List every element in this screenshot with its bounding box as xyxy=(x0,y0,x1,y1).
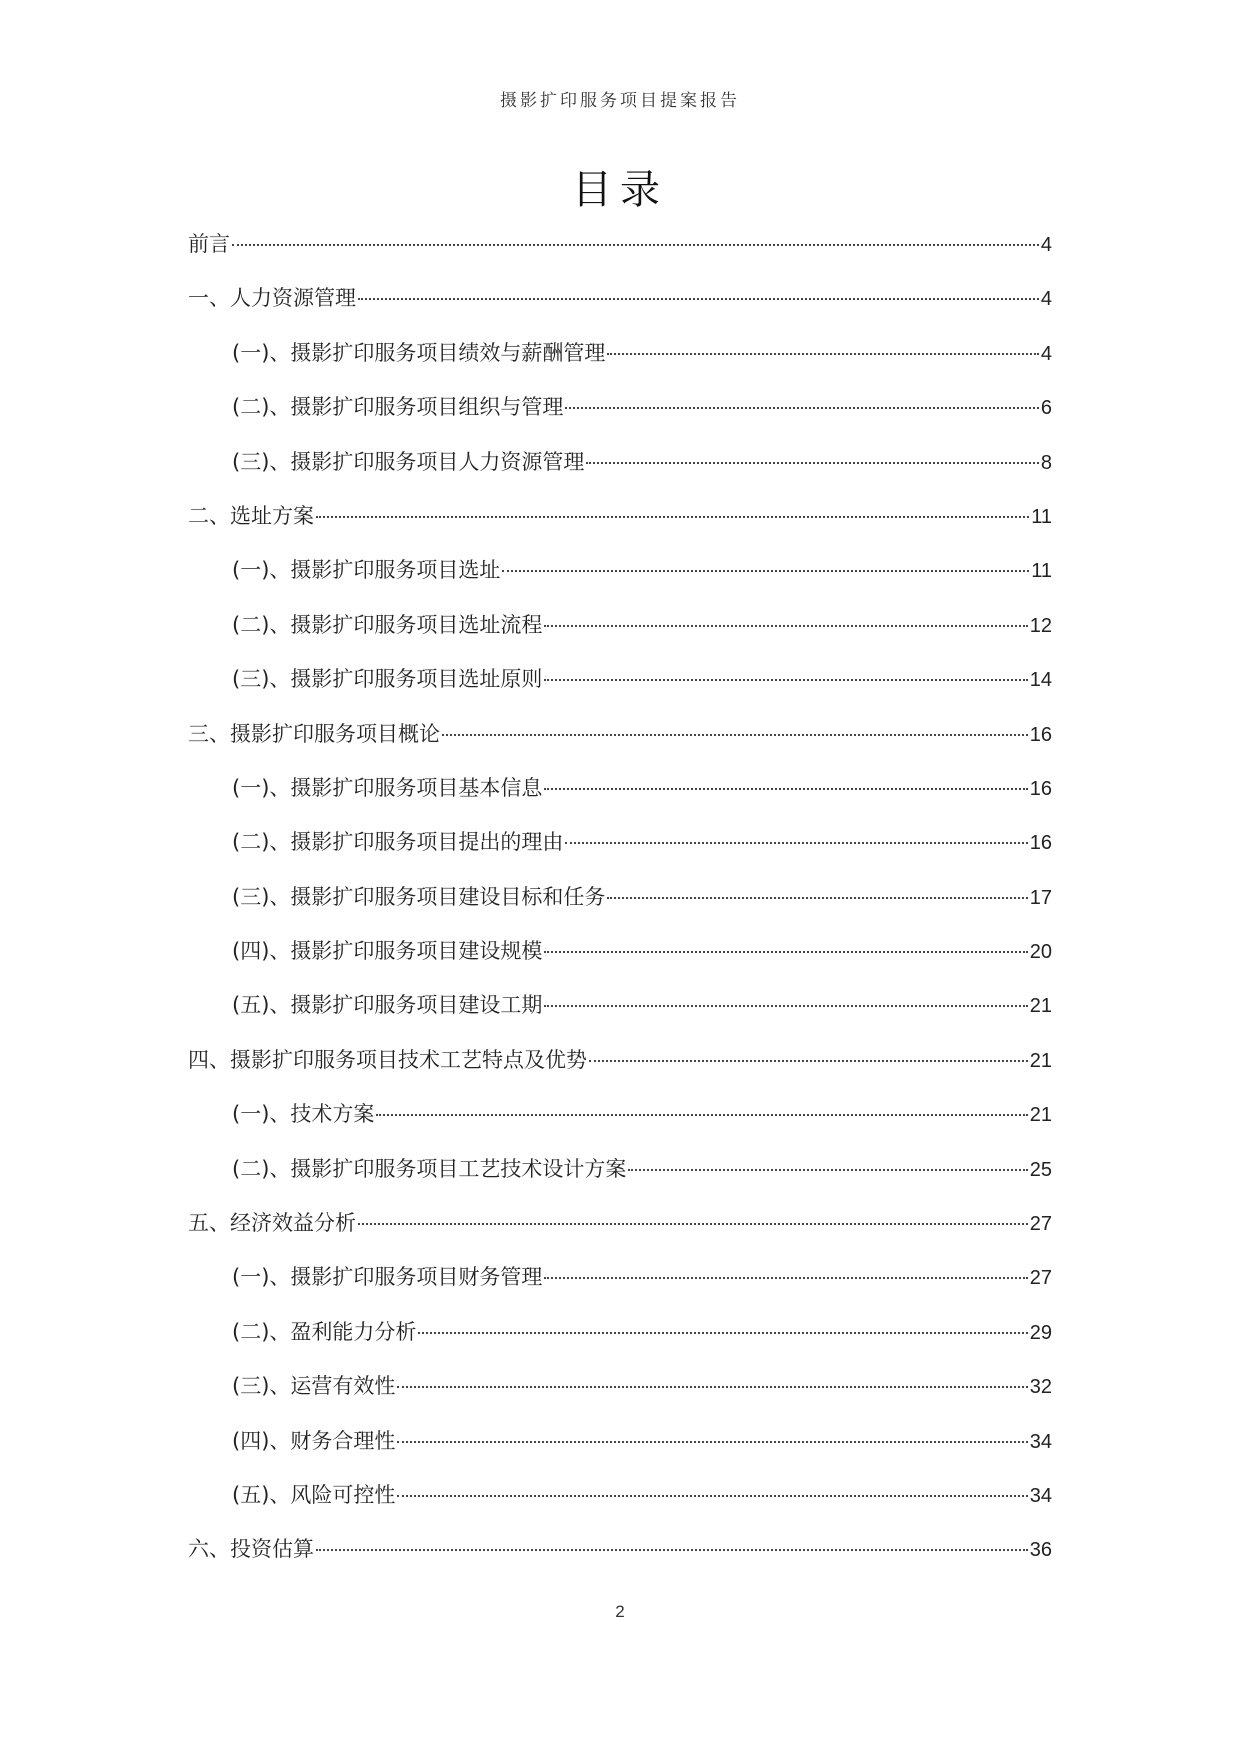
toc-entry[interactable] xyxy=(188,1479,1052,1533)
toc-entry-label: 五、经济效益分析 xyxy=(188,1211,356,1236)
toc-entry[interactable] xyxy=(188,554,1052,608)
dot-leader xyxy=(232,244,1039,246)
dot-leader xyxy=(589,1060,1028,1062)
toc-entry[interactable] xyxy=(188,1207,1052,1261)
toc-entry[interactable] xyxy=(188,1316,1052,1370)
toc-entry-label: (四)、财务合理性 xyxy=(232,1428,396,1453)
toc-entry-page: 12 xyxy=(1029,614,1052,637)
toc-title: 目录 xyxy=(572,167,668,213)
dot-leader xyxy=(544,679,1027,681)
toc-entry-label: (二)、摄影扩印服务项目选址流程 xyxy=(232,612,543,637)
toc-entry-label: 前言 xyxy=(188,232,230,256)
toc-entry-label: 六、投资估算 xyxy=(188,1537,314,1562)
toc-entry-page: 21 xyxy=(1029,995,1052,1018)
dot-leader xyxy=(397,1386,1027,1388)
toc-entry-label: (四)、摄影扩印服务项目建设规模 xyxy=(232,939,543,964)
toc-entry-page: 36 xyxy=(1029,1539,1052,1562)
dot-leader xyxy=(628,1169,1027,1171)
toc-entry-page: 4 xyxy=(1040,234,1052,256)
dot-leader xyxy=(607,897,1027,899)
toc-entry-page: 16 xyxy=(1029,832,1052,855)
toc-entry[interactable] xyxy=(188,1153,1052,1207)
toc-entry-page: 6 xyxy=(1040,397,1052,420)
toc-entry[interactable] xyxy=(188,663,1052,717)
toc-entry-label: 二、选址方案 xyxy=(188,503,314,528)
toc-entry[interactable] xyxy=(188,881,1052,935)
dot-leader xyxy=(565,407,1038,409)
toc-entry-page: 11 xyxy=(1031,505,1052,528)
toc-entry-label: (二)、盈利能力分析 xyxy=(232,1319,417,1344)
toc-entry-label: 三、摄影扩印服务项目概论 xyxy=(188,721,440,746)
toc-entry-label: (一)、摄影扩印服务项目财务管理 xyxy=(232,1265,543,1290)
toc-entry-label: 一、人力资源管理 xyxy=(188,286,356,311)
toc-entry-label: (五)、风险可控性 xyxy=(232,1482,396,1507)
dot-leader xyxy=(586,462,1038,464)
toc-entry[interactable] xyxy=(188,718,1052,772)
dot-leader xyxy=(607,353,1038,355)
toc-entry-page: 11 xyxy=(1031,560,1052,583)
toc-entry-label: (一)、摄影扩印服务项目选址 xyxy=(232,558,501,583)
dot-leader xyxy=(502,570,1029,572)
toc-entry-label: (五)、摄影扩印服务项目建设工期 xyxy=(232,993,543,1018)
toc-entry[interactable] xyxy=(188,1533,1052,1587)
toc-entry-label: 四、摄影扩印服务项目技术工艺特点及优势 xyxy=(188,1047,587,1072)
toc-entry[interactable] xyxy=(188,1098,1052,1152)
toc-entry-page: 17 xyxy=(1029,886,1052,909)
toc-entry-page: 20 xyxy=(1029,941,1052,964)
toc-entry[interactable] xyxy=(188,391,1052,445)
toc-entry-label: (二)、摄影扩印服务项目组织与管理 xyxy=(232,395,564,420)
dot-leader xyxy=(544,951,1027,953)
dot-leader xyxy=(442,734,1028,736)
toc-entry[interactable] xyxy=(188,500,1052,554)
dot-leader xyxy=(376,1114,1027,1116)
toc-entry-label: (三)、摄影扩印服务项目人力资源管理 xyxy=(232,449,585,474)
toc-entry-label: (一)、技术方案 xyxy=(232,1102,375,1127)
toc-entry-page: 21 xyxy=(1029,1104,1052,1127)
toc-entry[interactable] xyxy=(188,826,1052,880)
dot-leader xyxy=(418,1332,1027,1334)
dot-leader xyxy=(397,1495,1027,1497)
dot-leader xyxy=(316,1549,1028,1551)
toc-entry-page: 4 xyxy=(1040,288,1052,311)
toc-entry-page: 4 xyxy=(1040,342,1052,365)
dot-leader xyxy=(397,1441,1027,1443)
toc-entry[interactable] xyxy=(188,935,1052,989)
toc-entry-label: (一)、摄影扩印服务项目基本信息 xyxy=(232,775,543,800)
toc-entry[interactable] xyxy=(188,1044,1052,1098)
dot-leader xyxy=(565,842,1027,844)
toc-entry-page: 8 xyxy=(1040,451,1052,474)
toc-entry-page: 29 xyxy=(1029,1321,1052,1344)
dot-leader xyxy=(544,788,1027,790)
toc-entry-label: (三)、摄影扩印服务项目建设目标和任务 xyxy=(232,884,606,909)
toc-entry[interactable] xyxy=(188,446,1052,500)
toc-entry-page: 32 xyxy=(1029,1376,1052,1399)
table-of-contents xyxy=(188,228,1052,1588)
toc-entry[interactable] xyxy=(188,609,1052,663)
toc-entry[interactable] xyxy=(188,1370,1052,1424)
dot-leader xyxy=(544,625,1027,627)
dot-leader xyxy=(316,516,1029,518)
toc-entry-label: (三)、运营有效性 xyxy=(232,1374,396,1399)
toc-entry-page: 27 xyxy=(1029,1267,1052,1290)
toc-entry-page: 14 xyxy=(1029,669,1052,692)
toc-entry[interactable] xyxy=(188,228,1052,282)
toc-entry-page: 21 xyxy=(1029,1049,1052,1072)
running-header: 摄影扩印服务项目提案报告 xyxy=(500,91,740,111)
dot-leader xyxy=(544,1005,1027,1007)
dot-leader xyxy=(358,298,1039,300)
toc-entry[interactable] xyxy=(188,337,1052,391)
toc-entry-page: 34 xyxy=(1029,1484,1052,1507)
toc-entry[interactable] xyxy=(188,1261,1052,1315)
page-number: 2 xyxy=(615,1602,625,1621)
toc-entry-label: (二)、摄影扩印服务项目提出的理由 xyxy=(232,830,564,855)
toc-entry[interactable] xyxy=(188,282,1052,336)
toc-entry[interactable] xyxy=(188,772,1052,826)
toc-entry-page: 16 xyxy=(1029,777,1052,800)
toc-entry-label: (三)、摄影扩印服务项目选址原则 xyxy=(232,667,543,692)
toc-entry-page: 27 xyxy=(1029,1213,1052,1236)
toc-entry-page: 16 xyxy=(1029,723,1052,746)
dot-leader xyxy=(358,1223,1028,1225)
dot-leader xyxy=(544,1277,1027,1279)
toc-entry[interactable] xyxy=(188,1425,1052,1479)
toc-entry-label: (二)、摄影扩印服务项目工艺技术设计方案 xyxy=(232,1156,627,1181)
toc-entry-page: 34 xyxy=(1029,1430,1052,1453)
toc-entry-page: 25 xyxy=(1029,1158,1052,1181)
toc-entry-label: (一)、摄影扩印服务项目绩效与薪酬管理 xyxy=(232,340,606,365)
toc-entry[interactable] xyxy=(188,989,1052,1043)
